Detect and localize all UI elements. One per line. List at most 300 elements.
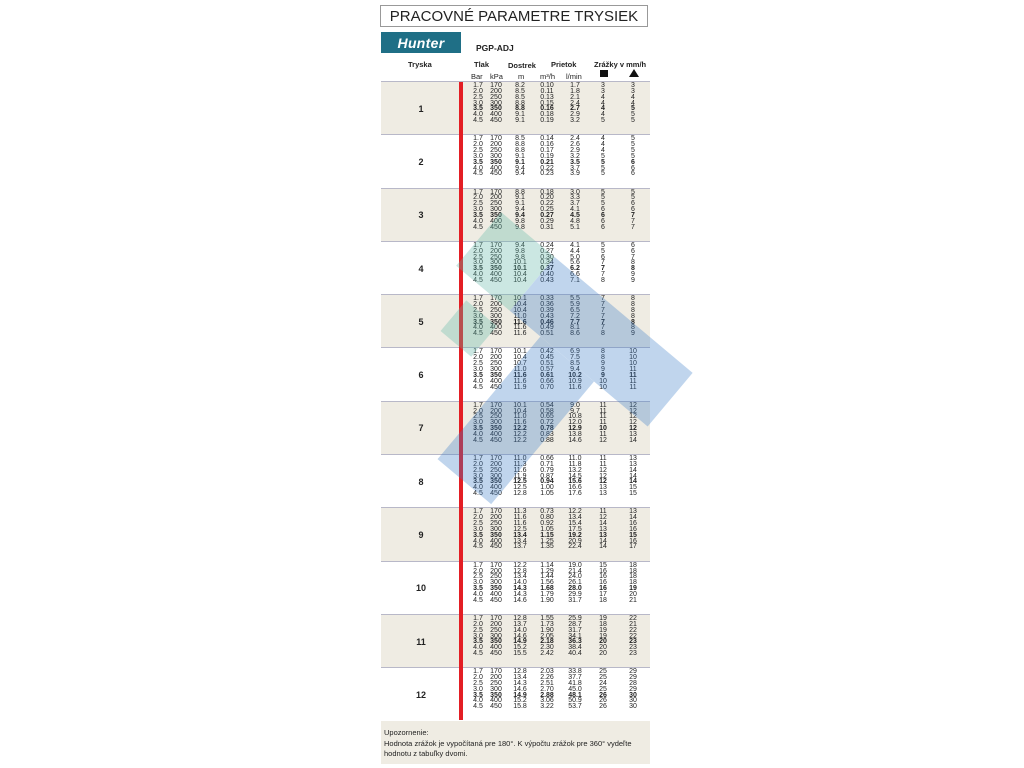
precip-triangle-cell: 18 [629,579,637,587]
kpa-cell: 300 [490,419,502,427]
kpa-cell: 200 [490,620,502,628]
bar-cell: 3.5 [473,105,483,113]
flow-lmin-cell: 2.9 [570,111,580,119]
precip-triangle-cell: 3 [631,87,635,95]
flow-lmin-cell: 15.4 [568,520,582,528]
bar-cell: 2.0 [473,460,483,468]
flow-m3h-cell: 1.15 [540,531,554,539]
flow-m3h-cell: 0.70 [540,383,554,391]
precip-square-cell: 18 [599,596,607,604]
precip-triangle-cell: 21 [629,620,637,628]
range-cell: 11.6 [513,419,527,427]
range-cell: 13.7 [513,543,527,551]
page-title: PRACOVNÉ PARAMETRE TRYSIEK [380,5,648,27]
kpa-cell: 400 [490,377,502,385]
precip-square-cell: 14 [599,537,607,545]
range-cell: 8.8 [515,146,525,154]
flow-m3h-cell: 2.26 [540,674,554,682]
bar-cell: 1.7 [473,135,483,143]
flow-m3h-cell: 0.25 [540,206,554,214]
precip-triangle-cell: 18 [629,573,637,581]
precip-triangle-cell: 6 [631,206,635,214]
precip-square-cell: 7 [601,301,605,309]
precip-square-cell: 11 [599,431,607,438]
kpa-cell: 400 [490,324,502,332]
bar-cell: 1.7 [473,561,483,569]
range-cell: 10.4 [513,271,527,279]
bar-cell: 4.5 [473,490,483,498]
precip-triangle-cell: 5 [631,111,635,119]
kpa-cell: 450 [490,543,502,551]
bar-cell: 4.0 [473,697,483,705]
precip-square-cell: 7 [601,295,605,303]
nozzle-rows [471,83,649,124]
kpa-cell: 400 [490,537,502,545]
kpa-cell: 170 [490,188,502,196]
flow-m3h-cell: 0.17 [540,146,554,154]
range-cell: 12.5 [513,478,527,486]
precip-triangle-cell: 8 [631,312,635,320]
kpa-cell: 170 [490,82,502,89]
precip-square-cell: 8 [601,330,605,338]
precip-square-cell: 16 [599,585,607,593]
precip-square-cell: 3 [601,87,605,95]
flow-m3h-cell: 1.90 [540,596,554,604]
flow-m3h-cell: 0.87 [540,472,554,480]
range-cell: 15.5 [513,650,527,658]
flow-lmin-cell: 3.7 [570,164,580,172]
precip-square-cell: 11 [599,413,607,421]
flow-lmin-cell: 6.5 [570,306,580,314]
precip-triangle-cell: 5 [631,188,635,196]
range-cell: 12.5 [513,525,527,533]
flow-m3h-cell: 0.51 [540,360,554,368]
range-cell: 9.1 [515,117,525,125]
precip-triangle-cell: 6 [631,241,635,249]
kpa-cell: 200 [490,407,502,415]
range-cell: 10.7 [513,360,527,368]
table-row [471,491,649,497]
flow-lmin-cell: 11.6 [568,383,582,391]
bar-cell: 4.0 [473,484,483,492]
nozzle-rows [471,296,649,337]
precip-square-cell: 15 [599,561,607,569]
precip-triangle-cell: 30 [629,697,637,705]
nozzle-group [381,189,650,242]
flow-m3h-cell: 0.66 [540,377,554,385]
flow-m3h-cell: 0.31 [540,223,554,231]
kpa-cell: 400 [490,697,502,705]
flow-m3h-cell: 1.90 [540,626,554,634]
precip-triangle-cell: 18 [629,561,637,569]
precip-triangle-cell: 11 [629,366,637,374]
flow-m3h-cell: 0.39 [540,306,554,314]
precip-square-cell: 6 [601,206,605,214]
precip-square-cell: 4 [601,93,605,101]
bar-cell: 2.0 [473,407,483,415]
precip-triangle-cell: 8 [631,306,635,314]
kpa-cell: 400 [490,590,502,598]
kpa-cell: 350 [490,318,502,326]
red-divider-line [459,82,463,720]
kpa-cell: 300 [490,685,502,693]
flow-lmin-cell: 2.6 [570,141,580,149]
bar-cell: 1.7 [473,508,483,516]
kpa-cell: 350 [490,478,502,486]
header-prietok: Prietok [551,60,577,69]
precip-triangle-cell: 30 [629,703,637,711]
precip-square-cell: 12 [599,466,607,474]
kpa-cell: 450 [490,703,502,711]
precip-square-cell: 9 [601,371,605,379]
precip-square-cell: 4 [601,111,605,119]
flow-m3h-cell: 0.34 [540,259,554,267]
flow-m3h-cell: 0.71 [540,460,554,468]
flow-m3h-cell: 0.36 [540,301,554,309]
range-cell: 12.8 [513,668,527,676]
nozzle-rows [471,456,649,497]
flow-lmin-cell: 7.1 [570,276,580,284]
range-cell: 11.3 [513,460,527,468]
precip-triangle-cell: 6 [631,158,635,166]
bar-cell: 2.0 [473,87,483,95]
kpa-cell: 170 [490,668,502,676]
bar-cell: 3.5 [473,318,483,326]
precip-triangle-cell: 5 [631,117,635,125]
precip-square-cell: 9 [601,360,605,368]
kpa-cell: 250 [490,306,502,314]
precip-triangle-cell: 14 [629,466,637,474]
range-cell: 9.4 [515,206,525,214]
precip-square-cell: 5 [601,241,605,249]
note-line-1: Hodnota zrážok je vypočítaná pre 180°. K výpočtu zrážok pre 360° vydeľte [384,738,632,748]
nozzle-group [381,348,650,401]
range-cell: 11.6 [513,371,527,379]
unit-kpa: kPa [490,72,503,81]
precip-triangle-cell: 17 [629,543,637,551]
flow-lmin-cell: 45.0 [568,685,582,693]
nozzle-rows [471,509,649,550]
kpa-cell: 400 [490,217,502,225]
bar-cell: 1.7 [473,241,483,249]
kpa-cell: 250 [490,573,502,581]
bar-cell: 3.5 [473,211,483,219]
flow-m3h-cell: 1.35 [540,543,554,551]
flow-m3h-cell: 0.42 [540,348,554,356]
range-cell: 12.5 [513,484,527,492]
bar-cell: 3.5 [473,691,483,699]
range-cell: 9.1 [515,158,525,166]
bar-cell: 2.0 [473,674,483,682]
flow-m3h-cell: 0.22 [540,200,554,208]
kpa-cell: 300 [490,152,502,160]
precip-square-cell: 11 [599,508,607,516]
flow-m3h-cell: 0.79 [540,466,554,474]
precip-triangle-cell: 13 [629,431,637,438]
kpa-cell: 350 [490,371,502,379]
precip-triangle-cell: 5 [631,146,635,154]
bar-cell: 2.5 [473,413,483,421]
flow-lmin-cell: 5.0 [570,253,580,261]
table-row [471,598,649,604]
kpa-cell: 350 [490,531,502,539]
precip-triangle-cell: 7 [631,217,635,225]
precip-square-cell: 8 [601,354,605,362]
kpa-cell: 250 [490,253,502,261]
flow-lmin-cell: 26.1 [568,579,582,587]
bar-cell: 3.5 [473,371,483,379]
range-cell: 15.8 [513,703,527,711]
precip-triangle-cell: 22 [629,626,637,634]
bar-cell: 4.5 [473,650,483,658]
bar-cell: 3.0 [473,472,483,480]
flow-lmin-cell: 37.7 [568,674,582,682]
precip-triangle-cell: 13 [629,508,637,516]
kpa-cell: 400 [490,431,502,438]
bar-cell: 1.7 [473,82,483,89]
flow-m3h-cell: 1.05 [540,525,554,533]
flow-lmin-cell: 28.7 [568,620,582,628]
range-cell: 9.8 [515,223,525,231]
kpa-cell: 250 [490,93,502,101]
nozzle-number: 7 [418,423,424,434]
flow-lmin-cell: 3.2 [570,152,580,160]
range-cell: 9.4 [515,211,525,219]
range-cell: 10.1 [513,295,527,303]
precip-square-cell: 5 [601,117,605,125]
precip-triangle-cell: 8 [631,301,635,309]
flow-m3h-cell: 3.22 [540,703,554,711]
flow-lmin-cell: 8.1 [570,324,580,332]
flow-lmin-cell: 10.9 [568,377,582,385]
range-cell: 10.4 [513,354,527,362]
bar-cell: 2.5 [473,146,483,154]
precip-square-cell: 5 [601,164,605,172]
kpa-cell: 350 [490,158,502,166]
flow-m3h-cell: 1.56 [540,579,554,587]
precip-square-cell: 6 [601,217,605,225]
flow-lmin-cell: 33.8 [568,668,582,676]
precip-triangle-cell: 9 [631,276,635,284]
kpa-cell: 300 [490,259,502,267]
header-zrazky: Zrážky v mm/h [594,60,647,69]
nozzle-rows [471,669,649,710]
kpa-cell: 200 [490,674,502,682]
flow-lmin-cell: 3.7 [570,200,580,208]
precip-square-cell: 19 [599,632,607,640]
precip-triangle-cell: 12 [629,413,637,421]
kpa-cell: 170 [490,455,502,463]
flow-m3h-cell: 0.80 [540,514,554,522]
nozzle-number: 9 [418,530,424,541]
flow-lmin-cell: 11.8 [568,460,582,468]
bar-cell: 3.0 [473,685,483,693]
table-row [471,171,649,177]
unit-lmin: l/min [566,72,582,81]
flow-m3h-cell: 2.05 [540,632,554,640]
bar-cell: 4.5 [473,703,483,711]
flow-m3h-cell: 0.57 [540,366,554,374]
bar-cell: 4.5 [473,543,483,551]
kpa-cell: 450 [490,170,502,178]
precip-square-cell: 4 [601,141,605,149]
kpa-cell: 350 [490,425,502,433]
range-cell: 10.4 [513,301,527,309]
nozzle-rows [471,403,649,444]
bar-cell: 2.5 [473,253,483,261]
precip-square-cell: 3 [601,82,605,89]
precip-triangle-cell: 22 [629,614,637,622]
bar-cell: 2.0 [473,620,483,628]
precip-triangle-cell: 13 [629,460,637,468]
precip-triangle-cell: 14 [629,472,637,480]
flow-lmin-cell: 24.0 [568,573,582,581]
kpa-cell: 170 [490,348,502,356]
bar-cell: 2.5 [473,520,483,528]
bar-cell: 2.0 [473,194,483,202]
range-cell: 10.4 [513,306,527,314]
range-cell: 10.1 [513,348,527,356]
bar-cell: 2.5 [473,626,483,634]
bar-cell: 2.5 [473,360,483,368]
bar-cell: 4.0 [473,590,483,598]
bar-cell: 1.7 [473,401,483,409]
bar-cell: 2.0 [473,301,483,309]
precip-square-cell: 5 [601,188,605,196]
kpa-cell: 300 [490,579,502,587]
flow-lmin-cell: 6.6 [570,271,580,279]
precip-triangle-cell: 23 [629,638,637,646]
flow-m3h-cell: 0.40 [540,271,554,279]
flow-m3h-cell: 1.79 [540,590,554,598]
kpa-cell: 200 [490,301,502,309]
bar-cell: 2.5 [473,679,483,687]
kpa-cell: 250 [490,626,502,634]
flow-lmin-cell: 9.0 [570,401,580,409]
range-cell: 11.6 [513,324,527,332]
range-cell: 11.6 [513,520,527,528]
range-cell: 10.1 [513,401,527,409]
bar-cell: 3.0 [473,152,483,160]
table-row [471,118,649,124]
flow-m3h-cell: 0.16 [540,141,554,149]
precip-square-cell: 8 [601,348,605,356]
precip-square-cell: 16 [599,573,607,581]
flow-lmin-cell: 17.6 [568,490,582,498]
precip-triangle-cell: 12 [629,401,637,409]
table-row [471,544,649,550]
precip-triangle-cell: 15 [629,484,637,492]
flow-lmin-cell: 7.5 [570,354,580,362]
flow-m3h-cell: 1.29 [540,567,554,575]
range-cell: 8.8 [515,105,525,113]
range-cell: 9.4 [515,170,525,178]
nozzle-rows [471,243,649,284]
kpa-cell: 400 [490,164,502,172]
bar-cell: 2.0 [473,247,483,255]
flow-lmin-cell: 13.8 [568,431,582,438]
precip-square-cell: 25 [599,685,607,693]
precip-square-cell: 12 [599,472,607,480]
unit-bar: Bar [471,72,483,81]
precip-triangle-cell: 22 [629,632,637,640]
nozzle-rows [471,136,649,177]
range-cell: 11.0 [513,366,527,374]
flow-lmin-cell: 4.1 [570,206,580,214]
kpa-cell: 450 [490,383,502,391]
range-cell: 8.8 [515,99,525,107]
kpa-cell: 400 [490,484,502,492]
kpa-cell: 300 [490,206,502,214]
range-cell: 12.2 [513,431,527,438]
flow-lmin-cell: 12.0 [568,419,582,427]
nozzle-group [381,402,650,455]
precip-square-cell: 5 [601,170,605,178]
kpa-cell: 200 [490,247,502,255]
precip-square-cell: 4 [601,99,605,107]
range-cell: 12.2 [513,425,527,433]
flow-lmin-cell: 8.6 [570,330,580,338]
precip-square-cell: 20 [599,644,607,652]
header-tlak: Tlak [474,60,490,69]
bar-cell: 4.0 [473,217,483,225]
nozzle-rows [471,190,649,231]
bar-cell: 3.5 [473,585,483,593]
kpa-cell: 300 [490,525,502,533]
kpa-cell: 300 [490,472,502,480]
bar-cell: 1.7 [473,668,483,676]
flow-m3h-cell: 0.33 [540,295,554,303]
precip-triangle-cell: 19 [629,585,637,593]
precip-triangle-cell: 15 [629,490,637,498]
range-cell: 8.5 [515,135,525,143]
kpa-cell: 170 [490,135,502,143]
range-cell: 12.8 [513,490,527,498]
range-cell: 9.1 [515,194,525,202]
precip-square-cell: 25 [599,668,607,676]
kpa-cell: 350 [490,585,502,593]
flow-m3h-cell: 1.73 [540,620,554,628]
flow-m3h-cell: 0.58 [540,407,554,415]
flow-lmin-cell: 13.2 [568,466,582,474]
flow-lmin-cell: 48.1 [568,691,582,699]
flow-lmin-cell: 1.7 [570,82,580,89]
precip-triangle-cell: 20 [629,590,637,598]
triangle-symbol-icon [629,69,639,77]
nozzle-group [381,242,650,295]
flow-lmin-cell: 3.2 [570,117,580,125]
flow-lmin-cell: 16.6 [568,484,582,492]
range-cell: 13.4 [513,674,527,682]
flow-lmin-cell: 38.4 [568,644,582,652]
kpa-cell: 400 [490,271,502,279]
flow-m3h-cell: 0.11 [540,87,554,95]
bar-cell: 3.0 [473,312,483,320]
flow-lmin-cell: 2.7 [570,105,580,113]
flow-m3h-cell: 1.14 [540,561,554,569]
range-cell: 10.4 [513,276,527,284]
flow-lmin-cell: 9.7 [570,407,580,415]
kpa-cell: 350 [490,105,502,113]
precip-square-cell: 18 [599,620,607,628]
flow-m3h-cell: 0.51 [540,330,554,338]
kpa-cell: 170 [490,561,502,569]
bar-cell: 4.0 [473,324,483,332]
range-cell: 8.8 [515,141,525,149]
precip-triangle-cell: 8 [631,318,635,326]
note-box [381,721,650,764]
kpa-cell: 200 [490,460,502,468]
